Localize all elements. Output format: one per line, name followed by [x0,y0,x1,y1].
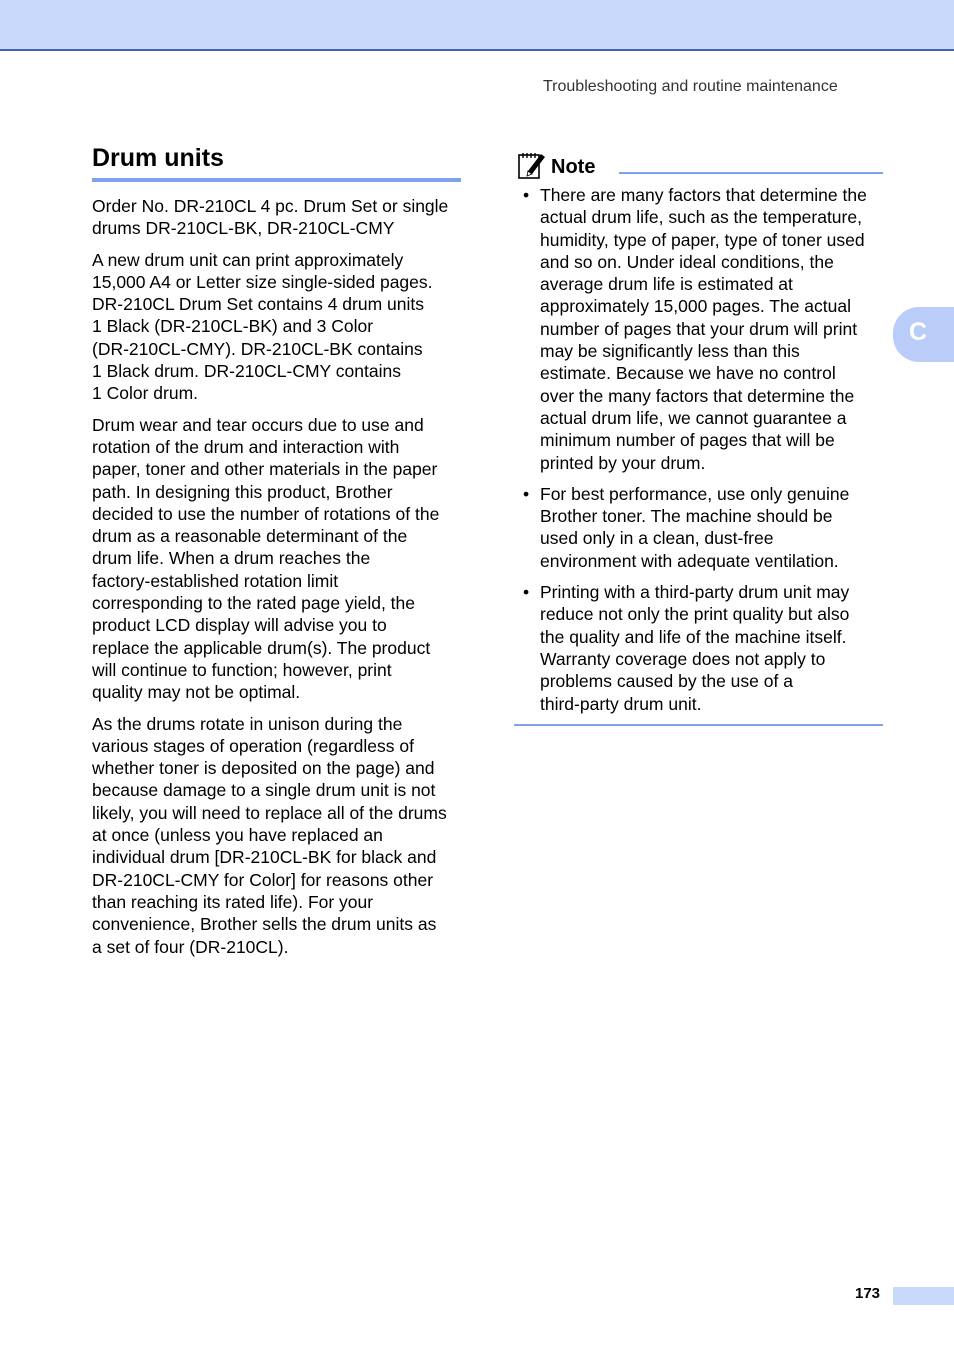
chapter-side-tab [893,307,954,362]
paragraph-page-yield: A new drum unit can print approximately 15,000 A4 or Letter size single-sided pages. DR-210CL Drum Set contains 4 drum units 1 Black (DR-210CL-BK) and 3 Color (DR-210CL-CMY). DR-210CL-BK contains 1 Black drum. DR-210CL-CMY contains 1 Color drum. [92,249,433,404]
running-header: Troubleshooting and routine maintenance [543,78,838,95]
bullet-icon: • [523,582,530,603]
note-header [514,150,883,182]
note-item [514,184,883,474]
page-number: 173 [855,1285,881,1302]
note-item-text: Printing with a third-party drum unit may reduce not only the print quality but also the quality and life of the machine itself. Warranty coverage does not apply to problems caused by the use of a third-party drum unit. [540,582,850,714]
chapter-letter: C [909,318,928,346]
note-bottom-rule [514,724,883,726]
note-item-text: For best performance, use only genuine Brother toner. The machine should be used only in a clean, dust-free environment with adequate ventilation. [540,483,850,571]
footer-color-block [893,1287,954,1305]
bullet-icon: • [523,185,530,205]
note-item-text: There are many factors that determine the actual drum life, such as the temperature, humidity, type of paper, type of toner used and so on. Under ideal conditions, the average drum life is estimated at approximately 15,000 pages. The actual number of pages that your drum will print may be significantly less than this estimate. Because we have no control over the many factors that determine the actual drum life, we cannot guarantee a minimum number of pages that will be printed by your drum. [540,185,867,473]
bullet-icon: • [523,483,530,504]
note-box [514,150,883,726]
note-item [514,581,883,715]
note-item [514,483,883,572]
paragraph-replace-all: As the drums rotate in unison during the various stages of operation (regardless of whether toner is deposited on the page) and because damage to a single drum unit is not likely, you will need to replace all of the drums at once (unless you have replaced an individual drum [DR-210CL-BK for black and DR-210CL-CMY for Color] for reasons other than reaching its rated life). For your convenience, Brother sells the drum units as a set of four (DR-210CL). [92,713,447,957]
note-label: Note [551,156,596,178]
section-title: Drum units [92,142,461,182]
main-column [92,142,461,967]
note-pencil-icon [517,150,547,180]
paragraph-order-number: Order No. DR-210CL 4 pc. Drum Set or single drums DR-210CL-BK, DR-210CL-CMY [92,196,449,239]
top-header-band [0,0,954,51]
paragraph-wear-and-tear: Drum wear and tear occurs due to use and rotation of the drum and interaction with paper, toner and other materials in the paper path. In designing this product, Brother decided to use the number of rotations of the drum as a reasonable determinant of the drum life. When a drum reaches the factory-established rotation limit corresponding to the rated page yield, the product LCD display will advise you to replace the applicable drum(s). The product will continue to function; however, print quality may not be optimal. [92,414,440,703]
note-top-rule [619,172,883,174]
note-list [514,184,883,715]
body-text [92,195,461,958]
